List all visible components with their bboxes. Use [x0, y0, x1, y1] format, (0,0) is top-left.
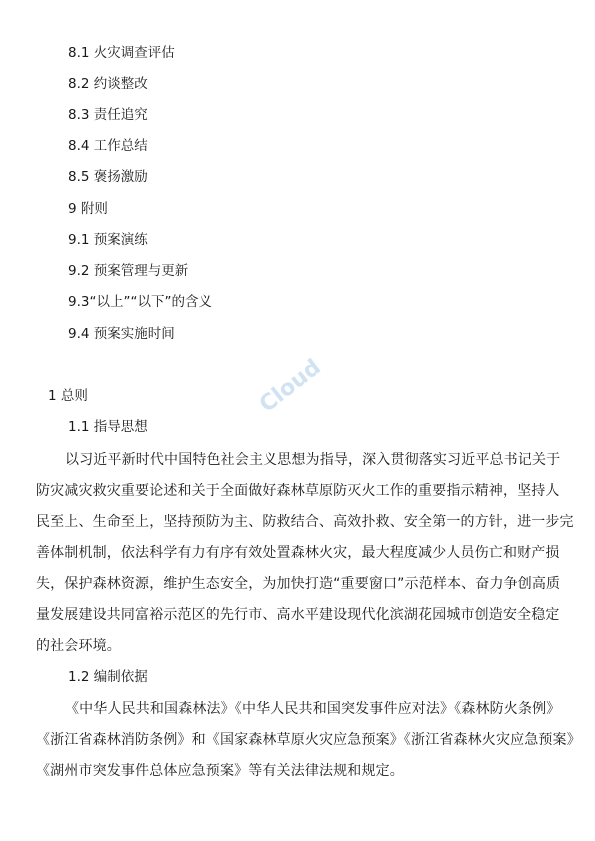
- section-heading: 1 总则: [48, 388, 88, 404]
- paragraph-line: 的社会环境。: [36, 638, 121, 654]
- paragraph-line: 《湖州市突发事件总体应急预案》等有关法律法规和规定。: [36, 763, 404, 779]
- paragraph-line: 失，保护森林资源，维护生态安全，为加快打造“重要窗口”示范样本、奋力争创高质: [36, 576, 561, 592]
- toc-item: 8.5 褒扬激励: [68, 169, 148, 185]
- toc-item: 9.1 预案演练: [68, 232, 148, 248]
- paragraph-line: 善体制机制，依法科学有力有序有效处置森林火灾，最大程度减少人员伤亡和财产损: [36, 545, 560, 561]
- toc-item: 8.2 约谈整改: [68, 76, 148, 92]
- toc-item: 8.1 火灾调查评估: [68, 45, 175, 61]
- subsection-heading: 1.1 指导思想: [68, 419, 148, 435]
- toc-item: 9 附则: [68, 201, 108, 217]
- watermark: Cloud: [255, 354, 326, 418]
- toc-item: 9.3“以上”“以下”的含义: [68, 294, 212, 310]
- paragraph-line: 《中华人民共和国森林法》《中华人民共和国突发事件应对法》《森林防火条例》: [65, 701, 561, 717]
- paragraph-line: 防灾减灾救灾重要论述和关于全面做好森林草原防灭火工作的重要指示精神，坚持人: [36, 483, 560, 499]
- paragraph-line: 民至上、生命至上，坚持预防为主、防救结合、高效扑救、安全第一的方针，进一步完: [36, 514, 574, 530]
- toc-item: 9.2 预案管理与更新: [68, 263, 189, 279]
- paragraph-line: 《浙江省森林消防条例》和《国家森林草原火灾应急预案》《浙江省森林火灾应急预案》: [36, 732, 581, 748]
- subsection-heading: 1.2 编制依据: [68, 669, 148, 685]
- toc-item: 8.3 责任追究: [68, 107, 148, 123]
- paragraph-line: 以习近平新时代中国特色社会主义思想为指导，深入贯彻落实习近平总书记关于: [65, 452, 561, 468]
- toc-item: 8.4 工作总结: [68, 138, 148, 154]
- paragraph-line: 量发展建设共同富裕示范区的先行市、高水平建设现代化滨湖花园城市创造安全稳定: [36, 607, 560, 623]
- toc-item: 9.4 预案实施时间: [68, 326, 175, 342]
